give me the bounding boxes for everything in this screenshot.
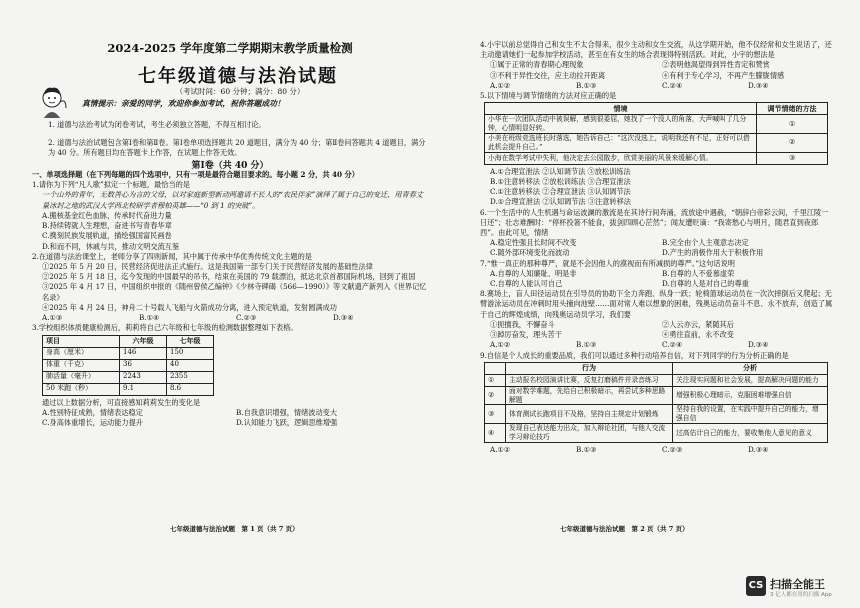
table-cell: ② [485, 386, 506, 405]
option: D.自尊的人是对自己的尊重 [662, 279, 749, 289]
page-footer-left: 七年级道德与法治试题 第 1 页（共 7 页） [170, 525, 299, 533]
option: A.①合理宣泄法 ②认知调节法 ③放松训练法 [490, 166, 631, 176]
table-header: 情境 [485, 103, 757, 115]
table-row [43, 383, 214, 395]
option: A.①② [490, 80, 511, 90]
option: A.自尊的人知廉耻、明是非 [490, 268, 577, 278]
question-item: ③2025 年 4 月 17 日，中国组织申报的《随州曾侯乙编钟》《少林寺碑碣（566—1990）》等文献遗产新列入《世界记忆名录》 [42, 282, 427, 302]
table-row [43, 347, 214, 359]
table-cell: 坚持自我的设置，在实践中提升自己的能力，增强自信 [673, 405, 828, 424]
option: A.稳定性强且长时间不改变 [490, 238, 577, 248]
table-cell: 发现自己表达能力出众，加入辩论社团，与他人交流学习辩论技巧 [506, 424, 673, 443]
table-cell: 体重（千克） [43, 359, 120, 371]
table-header: 行为 [506, 362, 673, 374]
fitness-data-table [42, 335, 214, 396]
table-row [43, 371, 214, 383]
table-header: 七年级 [167, 335, 214, 347]
table-cell: 50 米跑（秒） [43, 383, 120, 395]
table-row [485, 152, 828, 164]
section-title: 第Ⅰ卷（共 40 分） [191, 161, 269, 171]
section-instruction: 一、单项选择题（在下列每题的四个选项中，只有一项是最符合题目要求的。每小题 2 分，共 40 分） [32, 170, 359, 179]
emotion-method-table [484, 102, 828, 164]
option: C.②④ [662, 340, 683, 350]
question-item: ④有利于专心学习，不再产生朦胧情感 [662, 70, 785, 80]
table-cell: 小海在数学考试中失利，他决定去公园散步，欣赏美丽的风景来缓解心情。 [485, 152, 757, 164]
option: B.①③ [576, 80, 597, 90]
table-row [485, 133, 828, 152]
question-quote: 一个山外的青年，无数善心为言的父母，以对家庭新型新动两邀请不长人的“农民伴家”演绎了属于自己的变迁，用青春丈量冰封之地的武汉大学西北校研学者穆柏英雄——“0 到 1 的突破”。 [42, 190, 424, 210]
table-cell: ① [757, 115, 828, 134]
table-cell: 2243 [120, 371, 167, 383]
table-cell: 面对数学难题，先给自己积极暗示，再尝试多种思路解题 [506, 386, 673, 405]
option: C.自尊的人能认可自己 [490, 279, 563, 289]
table-row [485, 405, 828, 424]
option: C.①注意转移法 ②合理宣泄法 ③认知调节法 [490, 187, 631, 197]
option: D.③④ [748, 80, 769, 90]
question-after: 通过以上数据分析，可直接感知莉莉发生的变化是 [42, 397, 201, 407]
table-cell: 36 [120, 359, 167, 371]
question-item: ①2025 年 5 月 20 日，民营经济促进法正式施行。这是我国第一部专门关于民营经济发展的基础性法律 [42, 261, 373, 271]
table-cell: 关注现实问题和社会发展，提高解决问题的能力 [673, 374, 828, 386]
option: D.和而不同，休戚与共，推动文明交流互鉴 [42, 241, 180, 251]
table-row [485, 115, 828, 134]
question-stem: 5.以下情境与调节情绪的方法对应正确的是 [480, 91, 617, 101]
option: D.产生的消极作用大于积极作用 [662, 248, 764, 258]
table-row [485, 374, 828, 386]
question-item: ③不利于异性交往，应主动拉开距离 [490, 70, 606, 80]
option: B.①③ [576, 444, 597, 454]
question-item: ②表明他渴望得到异性肯定和赞赏 [662, 60, 770, 70]
option: C.身高体重增长，运动能力提升 [42, 417, 143, 427]
camscanner-name: 扫描全能王 [770, 578, 825, 591]
table-cell: 40 [167, 359, 214, 371]
note-item: 2. 道德与法治试题包含第Ⅰ卷和第Ⅱ卷。第Ⅰ卷单项选择题共 20 道题目，满分为 40 分；第Ⅱ卷问答题共 4 道题目，满分为 40 分。所有题目均在答题卡上作答，在试题上作答无效。 [48, 137, 426, 157]
option: A.搬核基金红色血脉，传承时代奋进力量 [42, 210, 172, 220]
table-cell: 肺活量（毫升） [43, 371, 120, 383]
table-row [485, 386, 828, 405]
option: A.①③ [42, 313, 63, 323]
left-page-body [32, 170, 430, 428]
option: B.①③ [576, 340, 597, 350]
option: C.②④ [662, 80, 683, 90]
table-cell: 2355 [167, 371, 214, 383]
option: C.携刻民族发展轨道，描绘强国富民画卷 [42, 231, 172, 241]
table-cell: ③ [757, 152, 828, 164]
table-cell: 小美在班级竞选班长时落选，她告诉自己：“这次没选上，说明我还有不足，正好可以借此机会提升自己。” [485, 133, 757, 152]
question-stem: 1.请你为下列“凡人歌”拟定一个标题，最恰当的是 [32, 180, 190, 190]
question-item: ④2025 年 4 月 24 日，神舟二十号载人飞船与火箭成功分离，进入预定轨道，发射圆满成功 [42, 302, 338, 312]
table-row [43, 359, 214, 371]
table-cell: 过高估计自己的能力，要收集他人意见的意义 [673, 424, 828, 443]
option: B.自尊的人不爱慕虚荣 [662, 268, 735, 278]
behavior-analysis-table [484, 362, 828, 443]
option: C.②③ [236, 313, 257, 323]
table-header: 调节情绪的方法 [757, 103, 828, 115]
table-cell: 身高（厘米） [43, 347, 120, 359]
table-cell: ② [757, 133, 828, 152]
question-item: ④勇往直前，永不改变 [662, 330, 734, 340]
option-row [480, 81, 834, 91]
option: B.持续铸就人生理想，奋进书写青春华章 [42, 221, 172, 231]
option: B.完全由个人主观意志决定 [662, 238, 749, 248]
question-stem: 6.一个生活中的人生机遇与命运波澜的激流是在其诗行间奔涌，流放途中遇赦，“朝辞白帝彩云间，千里江陵一日还”；壮志难酬时：“停杯投箸不能食，拔剑四顾心茫然”；闻友遭贬谪：“我寄愁心与明月，随君直到夜郎西”。由此可见，情绪 [480, 207, 829, 237]
page-footer-right: 七年级道德与法治试题 第 2 页（共 7 页） [560, 525, 689, 533]
question-stem: 7.“惟一真正的那种尊严，就是不会因他人的漠视而有所减损的尊严。”这句话说明 [480, 258, 735, 268]
table-cell: 小华在一次团队活动中被误解，感到很委屈，她找了一个没人的角落，大声喊叫了几分钟，心情明显好转。 [485, 115, 757, 134]
exam-info: （考试时间：60 分钟；满分：80 分） [175, 87, 305, 96]
table-cell: 8.6 [167, 383, 214, 395]
option-row [32, 408, 430, 428]
option-row [480, 340, 834, 350]
table-header: 项目 [43, 335, 120, 347]
right-page-body [480, 40, 834, 455]
question-stem: 4.小宇以前总觉得自己和女生不太合得来，很少主动和女生交流，从这学期开始，他不仅经常和女生说话了，还主动邀请她们一起参加学校活动，甚至在有女生的场合表现得特别活跃。对此，小宇的想法是 [480, 40, 832, 60]
item-row [480, 320, 834, 340]
question-stem: 3.学校组织体质健康检测后，莉莉将自己六年级和七年级的检测数据整理如下表格。 [32, 323, 298, 333]
table-cell: 146 [120, 347, 167, 359]
welcome-tip: 真情提示：亲爱的同学，欢迎你参加考试，祝你答题成功！ [82, 99, 285, 108]
exam-subject-title: 七年级道德与法治试题 [138, 66, 338, 87]
option: B.①注意转移法 ②放松训练法 ③合理宣泄法 [490, 176, 631, 186]
option: D.③④ [333, 313, 354, 323]
table-cell: 150 [167, 347, 214, 359]
option-row [480, 238, 834, 258]
question-item: ①扼擅我，不懈奋斗 [490, 319, 555, 329]
question-stem: 9.自信是个人成长的重要品质，我们可以通过多种行动培养自信，对下列同学的行为分析正确的是 [480, 350, 789, 360]
option: B.自我意识增强，情绪波动变大 [236, 407, 338, 417]
table-cell: 增强积极心理暗示，克服困难增强自信 [673, 386, 828, 405]
table-header: 分析 [673, 362, 828, 374]
option: D.③④ [748, 340, 769, 350]
item-row [480, 60, 834, 80]
option: A.①② [490, 340, 511, 350]
option: D.认知能力飞跃，逻辑思维增强 [236, 417, 338, 427]
question-item: ②2025 年 5 月 18 日，迄今发现的中国最早的吊书，结束在美国的 79 载漂泊，抵达北京首都国际机场，回到了祖国 [42, 272, 416, 282]
option: C.随外部环境变化而波动 [490, 248, 570, 258]
table-header: 六年级 [120, 335, 167, 347]
option-row [32, 313, 430, 323]
question-item: ③踔厉奋发，理头苦干 [490, 330, 562, 340]
option: C.②③ [662, 444, 683, 454]
table-row [485, 424, 828, 443]
camscanner-watermark [746, 576, 856, 602]
camscanner-logo-icon: CS [746, 576, 766, 596]
note-item: 1. 道德与法治考试为闭卷考试，考生必须独立答题，不得互相讨论。 [48, 120, 266, 130]
option: B.①④ [139, 313, 160, 323]
table-cell: 9.1 [120, 383, 167, 395]
exam-year-title: 2024-2025 学年度第二学期期末教学质量检测 [107, 41, 353, 55]
table-cell: ④ [485, 424, 506, 443]
option: A.性别特征成熟，情绪表达稳定 [42, 407, 143, 417]
option-row [480, 269, 834, 289]
option: D.③④ [748, 444, 769, 454]
option-row [480, 445, 834, 455]
question-stem: 2.在道德与法治课堂上，老师分享了四则新闻，其中属于传承中华优秀传统文化主题的是 [32, 251, 312, 261]
table-cell: ① [485, 374, 506, 386]
table-cell: 体育测试长跑项目不及格，坚持自主规定计划锻炼 [506, 405, 673, 424]
table-header [485, 362, 506, 374]
option: D.①合理宣泄法 ②认知调节法 ③注意转移法 [490, 197, 631, 207]
question-item: ②人云亦云，紧随其后 [662, 319, 734, 329]
table-cell: ③ [485, 405, 506, 424]
table-cell: 主动报名校园演讲比赛，反复打磨稿件并录音练习 [506, 374, 673, 386]
question-stem: 8.赛场上，盲人田径运动员在引导员的协助下全力奔跑、纵身一跃；轮椅篮球运动员在一次次摔倒后又爬起；无臂游泳运动员在冲刺时用头撞向池壁……面对常人难以想象的困难，残奥运动员奋斗不息、永不放弃，创造了属于自己的辉煌成绩，向残奥运动员学习，我们要 [480, 289, 833, 319]
option: A.①② [490, 444, 511, 454]
question-item: ①属于正常的青春期心理现象 [490, 60, 584, 70]
camscanner-slogan: 3 亿人都在用的扫描 App [770, 592, 832, 598]
